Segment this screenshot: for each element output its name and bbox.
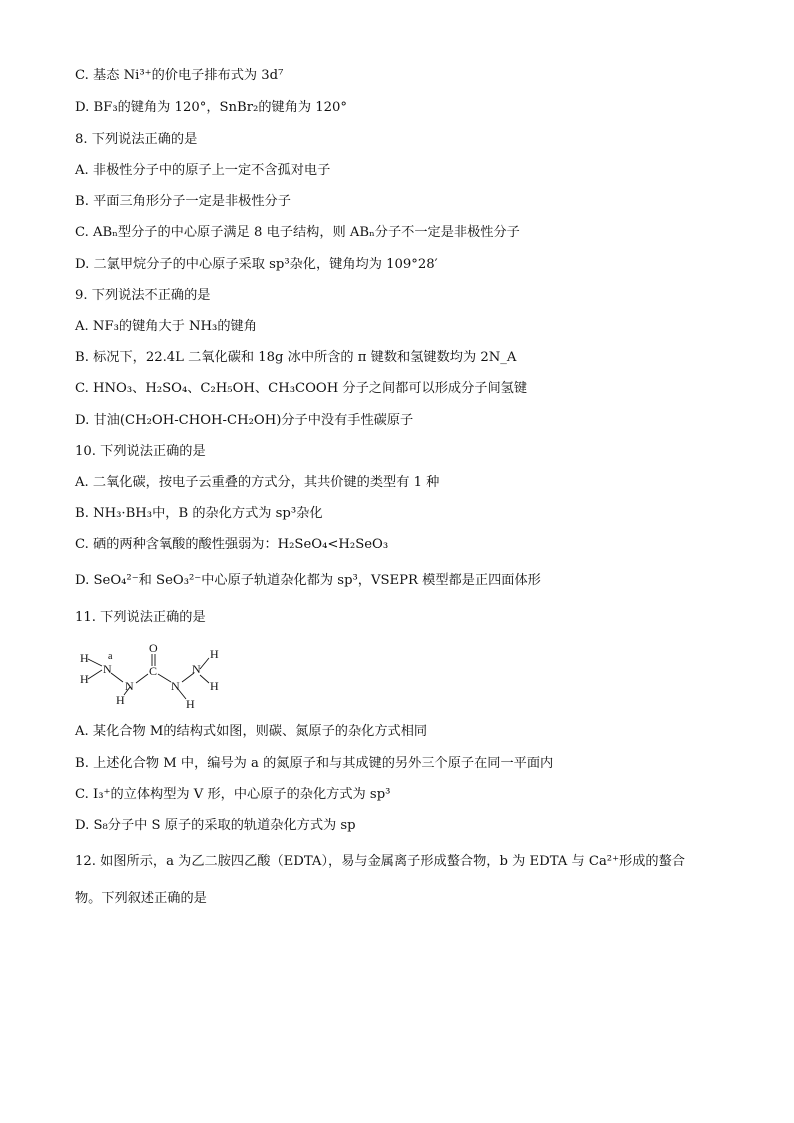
option-line: D. 二氯甲烷分子的中心原子采取 sp³杂化，键角均为 109°28′ (75, 257, 438, 272)
option-line: B. 平面三角形分子一定是非极性分子 (75, 194, 291, 209)
question-heading: 10. 下列说法正确的是 (75, 444, 206, 459)
atom-label: N (192, 662, 201, 676)
text-line: D. BF₃的键角为 120°，SnBr₂的键角为 120° (75, 100, 348, 115)
option-line: C. I₃⁺的立体构型为 V 形，中心原子的杂化方式为 sp³ (75, 787, 391, 802)
option-line: B. 标况下，22.4L 二氧化碳和 18g 冰中所含的 π 键数和氢键数均为 2N_A (75, 350, 517, 365)
option-line: A. 某化合物 M的结构式如图，则碳、氮原子的杂化方式相同 (75, 724, 428, 739)
option-line: B. NH₃·BH₃中，B 的杂化方式为 sp³杂化 (75, 506, 323, 521)
atom-label-a: a (108, 651, 113, 662)
option-line: C. HNO₃、H₂SO₄、C₂H₅OH、CH₃COOH 分子之间都可以形成分子间氢键 (75, 381, 528, 396)
text-line: C. 基态 Ni³⁺的价电子排布式为 3d⁷ (75, 68, 284, 83)
option-line: D. S₈分子中 S 原子的采取的轨道杂化方式为 sp (75, 818, 356, 833)
option-line: B. 上述化合物 M 中，编号为 a 的氮原子和与其成键的另外三个原子在同一平面内 (75, 756, 554, 771)
atom-label: H (80, 672, 89, 686)
text-line: 物。下列叙述正确的是 (75, 891, 207, 906)
atom-label: N (125, 679, 134, 693)
atom-label: H (210, 679, 219, 693)
atom-label: O (149, 641, 158, 655)
option-line: C. ABₙ型分子的中心原子满足 8 电子结构，则 ABₙ分子不一定是非极性分子 (75, 225, 520, 240)
atom-label: H (186, 697, 195, 711)
atom-label: C (149, 664, 158, 678)
atom-label: H (210, 647, 219, 661)
atom-label: H (116, 693, 125, 707)
molecule-structure-diagram (78, 638, 228, 713)
atom-label: N (171, 679, 180, 693)
option-line: A. NF₃的键角大于 NH₃的键角 (75, 319, 257, 334)
question-heading: 11. 下列说法正确的是 (75, 610, 206, 625)
option-line: C. 硒的两种含氧酸的酸性强弱为：H₂SeO₄<H₂SeO₃ (75, 537, 389, 552)
question-heading: 9. 下列说法不正确的是 (75, 288, 211, 303)
question-heading: 8. 下列说法正确的是 (75, 132, 198, 147)
atom-label: H (80, 651, 89, 665)
option-line: A. 非极性分子中的原子上一定不含孤对电子 (75, 163, 331, 178)
option-line: D. SeO₄²⁻和 SeO₃²⁻中心原子轨道杂化都为 sp³，VSEPR 模型都是正四面体形 (75, 573, 541, 588)
question-heading: 12. 如图所示，a 为乙二胺四乙酸（EDTA），易与金属离子形成螯合物，b 为 EDTA 与 Ca²⁺形成的螯合 (75, 854, 685, 869)
option-line: A. 二氧化碳，按电子云重叠的方式分，其共价键的类型有 1 种 (75, 475, 440, 490)
atom-label: N (103, 662, 112, 676)
option-line: D. 甘油(CH₂OH-CHOH-CH₂OH)分子中没有手性碳原子 (75, 413, 414, 428)
